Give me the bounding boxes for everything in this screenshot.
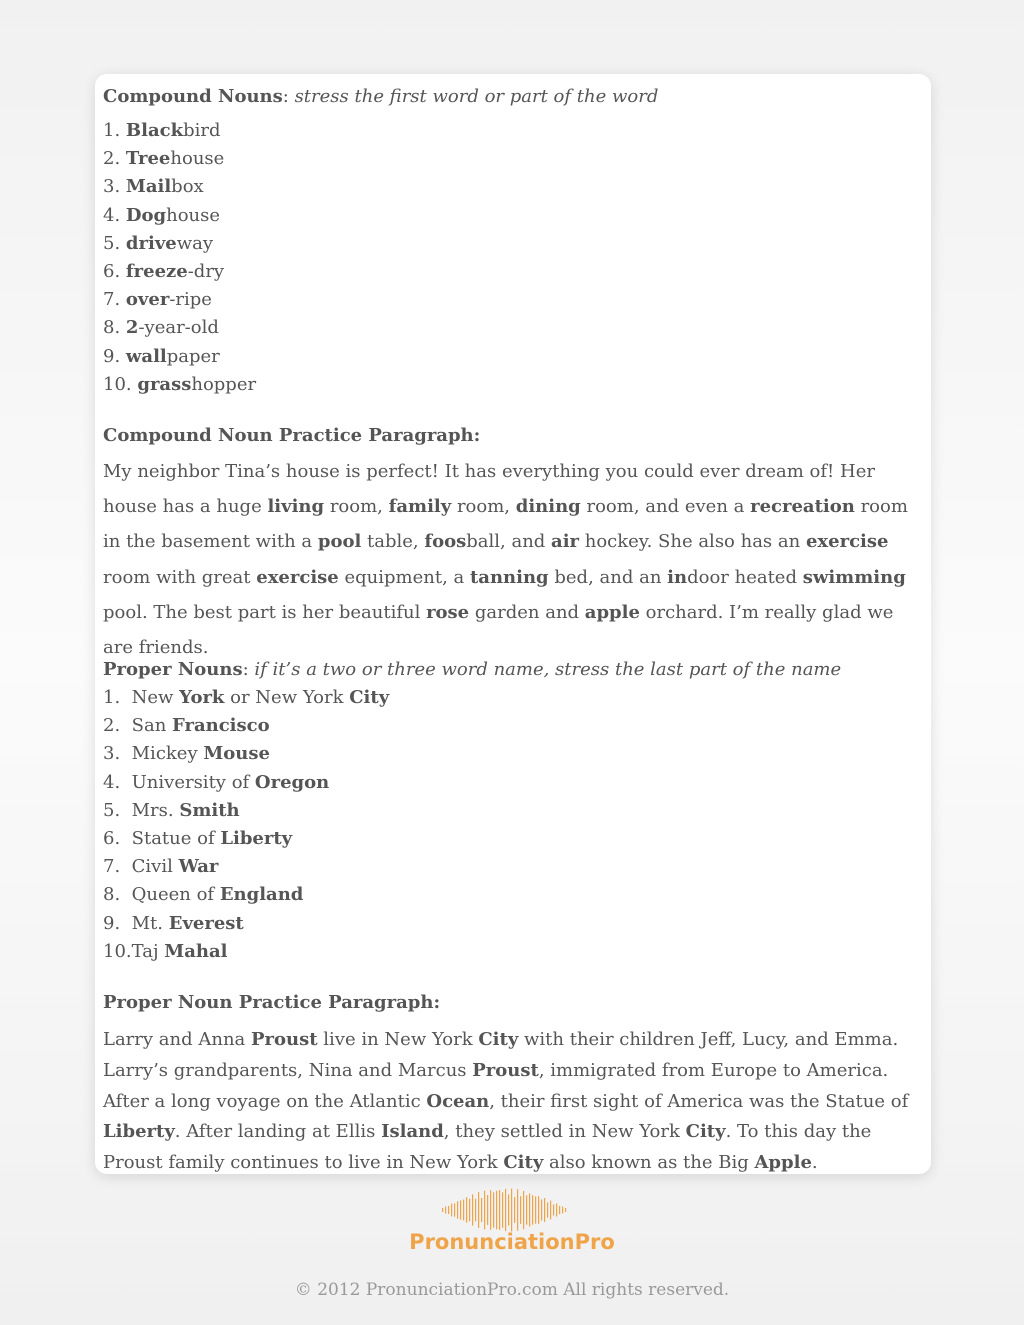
- wave-bar: [553, 1204, 554, 1215]
- stressed-part: Oregon: [254, 771, 330, 793]
- stressed-word: foos: [424, 531, 467, 553]
- stressed-word: dining: [515, 496, 581, 518]
- list-item: [103, 202, 256, 230]
- stressed-part: Liberty: [220, 827, 293, 849]
- stressed-part: Mail: [125, 176, 172, 198]
- item-number: 2.: [103, 715, 132, 737]
- paragraph-text: room in the basement with a: [103, 496, 908, 553]
- wave-bar: [541, 1199, 542, 1220]
- list-item: [103, 853, 389, 881]
- compound-practice-title: Compound Noun Practice Paragraph:: [103, 425, 481, 446]
- paragraph-text: . After landing at Ellis: [174, 1121, 382, 1143]
- wave-bar: [505, 1189, 506, 1231]
- stressed-part: City: [349, 687, 390, 708]
- compound-list: [103, 117, 256, 399]
- item-number: 5.: [103, 232, 126, 254]
- worksheet-card: [95, 74, 931, 1174]
- stressed-word: apple: [584, 601, 640, 623]
- sound-wave-icon: [440, 1186, 570, 1234]
- list-item: [103, 371, 256, 399]
- wave-bar: [544, 1198, 545, 1222]
- item-number: 9.: [103, 912, 132, 934]
- wave-bar: [502, 1192, 503, 1228]
- stressed-word: Island: [381, 1121, 444, 1143]
- item-number: 4.: [103, 771, 132, 793]
- unstressed-part: New: [131, 687, 180, 708]
- paragraph-text: room,: [451, 496, 516, 518]
- unstressed-part: hopper: [191, 373, 257, 395]
- unstressed-part: Taj: [131, 940, 165, 962]
- stressed-word: exercise: [256, 566, 339, 588]
- unstressed-part: -dry: [187, 260, 225, 282]
- unstressed-part: house: [170, 148, 225, 170]
- wave-bar: [496, 1191, 497, 1229]
- list-item: [103, 145, 256, 173]
- stressed-part: grass: [137, 373, 192, 395]
- wave-bar: [511, 1188, 512, 1231]
- stressed-word: City: [503, 1152, 544, 1174]
- paragraph-text: , their first sight of America was the Statue of: [489, 1090, 909, 1112]
- wave-bar: [529, 1193, 530, 1226]
- wave-bar: [565, 1208, 566, 1212]
- unstressed-part: paper: [166, 345, 220, 367]
- stressed-part: wall: [125, 345, 167, 367]
- stressed-word: rose: [426, 601, 470, 623]
- wave-bar: [445, 1206, 446, 1213]
- stressed-word: pool: [317, 531, 362, 553]
- list-item: [103, 938, 389, 966]
- wave-bar: [442, 1208, 443, 1212]
- unstressed-part: Mickey: [131, 743, 204, 765]
- unstressed-part: bird: [183, 120, 221, 141]
- wave-bar: [514, 1197, 515, 1223]
- proper-title: Proper Nouns: [103, 659, 243, 680]
- stressed-word: City: [685, 1121, 726, 1143]
- stressed-part: War: [178, 856, 219, 878]
- wave-bar: [466, 1197, 467, 1223]
- wave-bar: [532, 1195, 533, 1224]
- pronunciationpro-logo: [380, 1186, 644, 1266]
- stressed-word: air: [551, 531, 580, 553]
- unstressed-part: way: [176, 232, 214, 254]
- unstressed-part: University of: [131, 771, 255, 793]
- wave-bar: [448, 1206, 449, 1214]
- paragraph-text: ball, and: [466, 531, 552, 553]
- stressed-part: 2: [125, 317, 139, 339]
- item-number: 10.: [103, 940, 132, 962]
- copyright-text: © 2012 PronunciationPro.com All rights reserved.: [294, 1280, 730, 1300]
- wave-bar: [478, 1192, 479, 1228]
- stressed-word: recreation: [750, 496, 855, 518]
- stressed-word: Ocean: [426, 1090, 490, 1112]
- paragraph-text: hockey. She also has an: [579, 531, 806, 553]
- wave-bar: [520, 1196, 521, 1224]
- item-number: 3.: [103, 743, 132, 765]
- unstressed-part: Mrs.: [131, 799, 180, 821]
- list-item: [103, 740, 389, 768]
- compound-practice-heading: [103, 423, 480, 449]
- stressed-word: Liberty: [103, 1121, 175, 1143]
- item-number: 8.: [103, 317, 126, 339]
- compound-title: Compound Nouns: [103, 86, 283, 107]
- wave-bar: [535, 1196, 536, 1223]
- list-item: [103, 825, 389, 853]
- compound-heading: Compound Nouns: stress the first word or part of the word: [103, 86, 659, 107]
- unstressed-part: San: [131, 715, 173, 737]
- proper-subtitle: if it’s a two or three word name, stress the last part of the name: [254, 659, 842, 680]
- wave-bar: [484, 1191, 485, 1230]
- list-item: [103, 797, 389, 825]
- unstressed-part: box: [171, 176, 204, 198]
- list-item: [103, 684, 389, 712]
- wave-bar: [487, 1195, 488, 1225]
- proper-heading: Proper Nouns: if it’s a two or three word name, stress the last part of the name: [103, 659, 842, 680]
- list-item: [103, 769, 389, 797]
- proper-practice-paragraph: [103, 1025, 918, 1179]
- paragraph-text: room, and even a: [580, 496, 751, 518]
- unstressed-part: house: [166, 204, 221, 226]
- stressed-word: living: [267, 496, 325, 518]
- stressed-part: Black: [125, 120, 184, 141]
- unstressed-part: Mt.: [131, 912, 169, 934]
- stressed-part: Tree: [125, 148, 171, 170]
- compound-subtitle: stress the first word or part of the word: [294, 86, 659, 107]
- list-item: [103, 230, 256, 258]
- compound-practice-paragraph: [103, 454, 918, 665]
- paragraph-text: garden and: [469, 601, 585, 623]
- stressed-word: Apple: [754, 1152, 812, 1174]
- proper-practice-title: Proper Noun Practice Paragraph:: [103, 992, 441, 1013]
- stressed-word: swimming: [802, 566, 906, 588]
- stressed-part: Smith: [179, 799, 240, 821]
- paragraph-text: , they settled in New York: [443, 1121, 686, 1143]
- stressed-part: Everest: [168, 912, 244, 934]
- wave-bar: [469, 1199, 470, 1222]
- item-number: 6.: [103, 827, 132, 849]
- list-item: [103, 286, 256, 314]
- stressed-part: freeze: [125, 260, 188, 282]
- unstressed-part: Queen of: [131, 884, 220, 906]
- wave-bar: [508, 1194, 509, 1225]
- item-number: 9.: [103, 345, 126, 367]
- list-item: [103, 117, 256, 145]
- paragraph-text: equipment, a: [338, 566, 470, 588]
- list-item: [103, 314, 256, 342]
- stressed-word: City: [478, 1029, 519, 1050]
- paragraph-text: also known as the Big: [543, 1152, 755, 1174]
- stressed-word: family: [388, 496, 452, 518]
- wave-bar: [556, 1203, 557, 1216]
- stressed-word: tanning: [469, 566, 549, 588]
- item-number: 4.: [103, 204, 126, 226]
- unstressed-part: -year-old: [138, 317, 219, 339]
- paragraph-text: , immigrated from Europe to America. After a long voyage on the Atlantic: [103, 1059, 889, 1112]
- wave-bar: [472, 1194, 473, 1225]
- stressed-word: in: [667, 566, 688, 588]
- paragraph-text: table,: [361, 531, 425, 553]
- item-number: 1.: [103, 120, 126, 141]
- stressed-part: York: [179, 687, 225, 708]
- paragraph-text: bed, and an: [548, 566, 668, 588]
- unstressed-part: Statue of: [131, 827, 221, 849]
- wave-bar: [526, 1195, 527, 1224]
- item-number: 1.: [103, 687, 132, 708]
- wave-bar: [499, 1190, 500, 1230]
- paragraph-text: . To this day the Proust family continues to live in New York: [103, 1121, 872, 1174]
- wave-bar: [547, 1202, 548, 1217]
- item-number: 7.: [103, 856, 132, 878]
- proper-practice-heading: [103, 990, 440, 1016]
- paragraph-text: pool. The best part is her beautiful: [103, 601, 427, 623]
- wave-bar: [475, 1199, 476, 1221]
- wave-bar: [463, 1200, 464, 1221]
- stressed-part: Mahal: [164, 940, 228, 962]
- paragraph-text: room,: [324, 496, 389, 518]
- wave-bar: [493, 1192, 494, 1227]
- item-number: 3.: [103, 176, 126, 198]
- wave-bar: [517, 1189, 518, 1231]
- list-item: [103, 881, 389, 909]
- item-number: 7.: [103, 289, 126, 311]
- list-item: [103, 910, 389, 938]
- wave-bar: [481, 1198, 482, 1222]
- list-item: [103, 173, 256, 201]
- stressed-word: exercise: [805, 531, 889, 553]
- list-item: [103, 343, 256, 371]
- stressed-part: Francisco: [172, 715, 270, 737]
- wave-bar: [457, 1201, 458, 1219]
- wave-bar: [451, 1204, 452, 1217]
- brand-name: PronunciationPro: [409, 1230, 615, 1254]
- unstressed-part: -ripe: [169, 289, 212, 311]
- paragraph-text: .: [811, 1152, 818, 1174]
- list-item: [103, 258, 256, 286]
- wave-bar: [490, 1190, 491, 1230]
- item-number: 2.: [103, 148, 126, 170]
- wave-bar: [460, 1200, 461, 1219]
- stressed-part: Dog: [125, 204, 167, 226]
- item-number: 8.: [103, 884, 132, 906]
- wave-bar: [559, 1206, 560, 1214]
- item-number: 6.: [103, 260, 126, 282]
- paragraph-text: Larry and Anna: [103, 1029, 251, 1050]
- wave-bar: [562, 1207, 563, 1214]
- unstressed-part: Civil: [131, 856, 179, 878]
- stressed-word: Proust: [251, 1029, 318, 1050]
- paragraph-text: My neighbor Tina’s house is perfect! It has everything you could ever dream of! Her house has a huge: [103, 461, 875, 518]
- paragraph-text: door heated: [687, 566, 803, 588]
- list-item: [103, 712, 389, 740]
- wave-bar: [538, 1196, 539, 1224]
- unstressed-part: or New York: [224, 687, 350, 708]
- wave-bar: [550, 1201, 551, 1220]
- stressed-part: Mouse: [203, 743, 270, 765]
- paragraph-text: with their children Jeff, Lucy, and Emma. Larry’s grandparents, Nina and Marcus: [103, 1029, 899, 1081]
- stressed-word: Proust: [472, 1059, 539, 1081]
- wave-bar: [523, 1191, 524, 1229]
- wave-bar: [454, 1203, 455, 1216]
- stressed-part: England: [219, 884, 304, 906]
- proper-list: [103, 684, 389, 966]
- stressed-part: drive: [125, 232, 177, 254]
- paragraph-text: orchard. I’m really glad we are friends.: [103, 601, 894, 659]
- stressed-part: over: [125, 289, 170, 311]
- item-number: 10.: [103, 373, 138, 395]
- paragraph-text: live in New York: [317, 1029, 479, 1050]
- item-number: 5.: [103, 799, 132, 821]
- paragraph-text: room with great: [103, 566, 257, 588]
